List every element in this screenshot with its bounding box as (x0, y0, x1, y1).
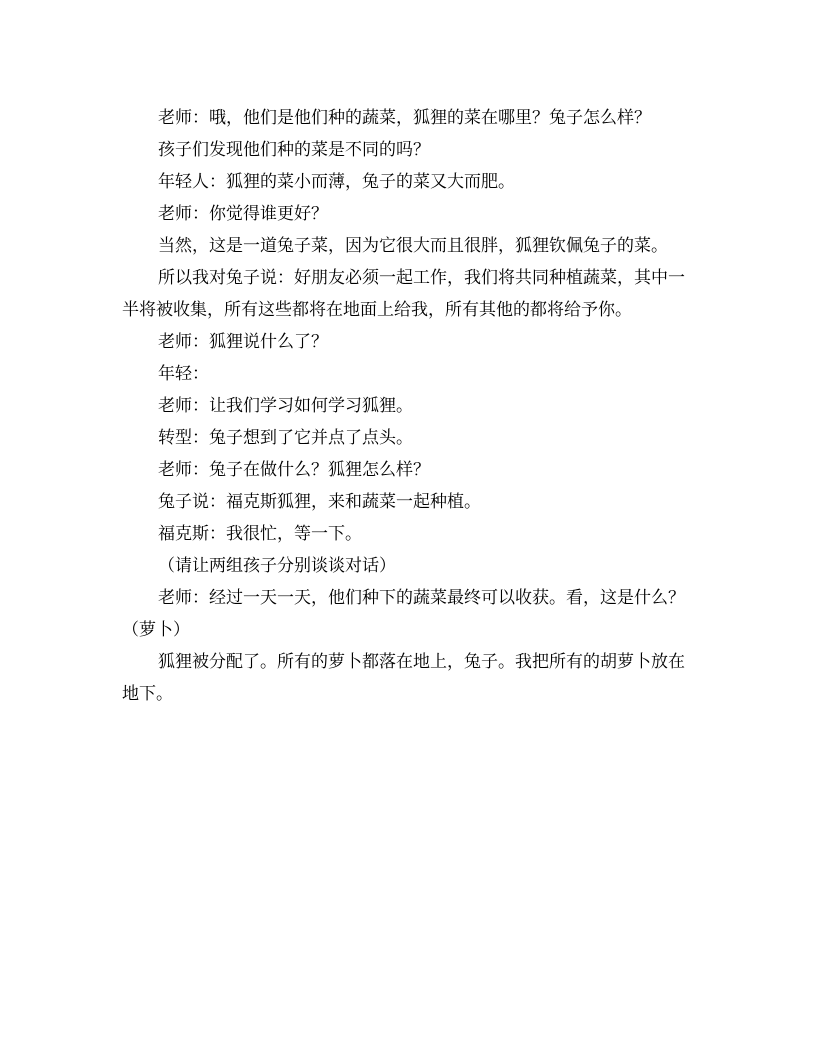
paragraph-4: 老师：你觉得谁更好？ (158, 204, 328, 224)
paragraph-1: 老师：哦，他们是他们种的蔬菜，狐狸的菜在哪里？兔子怎么样？ (158, 108, 651, 128)
paragraph-11: 老师：兔子在做什么？狐狸怎么样？ (158, 460, 430, 480)
paragraph-15: 老师：经过一天一天，他们种下的蔬菜最终可以收获。看，这是什么？ （萝卜） (122, 588, 702, 640)
paragraph-12: 兔子说：福克斯狐狸，来和蔬菜一起种植。 (158, 492, 481, 512)
document-body (122, 102, 702, 710)
paragraph-14: （请让两组孩子分别谈谈对话） (158, 556, 396, 576)
paragraph-8: 年轻： (158, 364, 209, 384)
paragraph-9: 老师：让我们学习如何学习狐狸。 (158, 396, 413, 416)
paragraph-6: 所以我对兔子说：好朋友必须一起工作，我们将共同种植蔬菜，其中一半将被收集，所有这些都将在地面上给我，所有其他的都将给予你。 (122, 268, 685, 320)
paragraph-10: 转型：兔子想到了它并点了点头。 (158, 428, 413, 448)
paragraph-5: 当然，这是一道兔子菜，因为它很大而且很胖，狐狸钦佩兔子的菜。 (158, 236, 668, 256)
paragraph-2: 孩子们发现他们种的菜是不同的吗？ (158, 140, 430, 160)
paragraph-3: 年轻人：狐狸的菜小而薄，兔子的菜又大而肥。 (158, 172, 515, 192)
paragraph-13: 福克斯：我很忙，等一下。 (158, 524, 362, 544)
paragraph-7: 老师：狐狸说什么了？ (158, 332, 328, 352)
paragraph-16: 狐狸被分配了。所有的萝卜都落在地上，兔子。我把所有的胡萝卜放在地下。 (122, 652, 685, 704)
